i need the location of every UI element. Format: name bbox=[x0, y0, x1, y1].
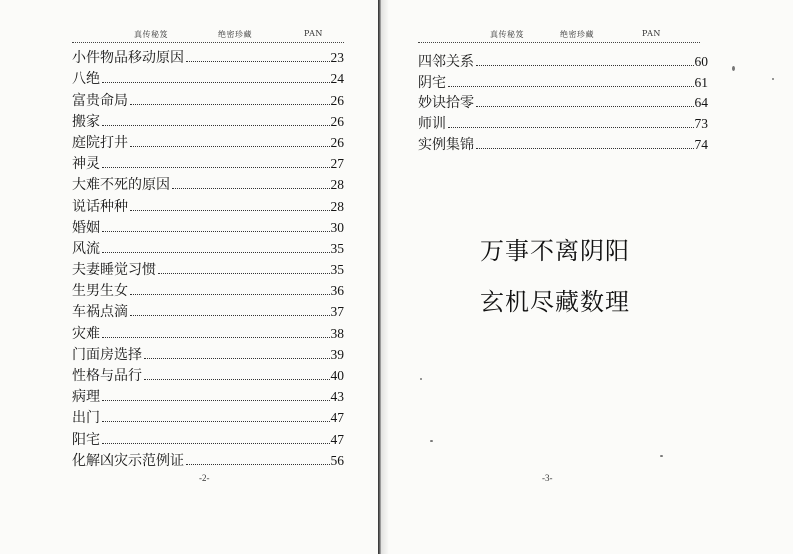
toc-leader-dots bbox=[102, 167, 330, 168]
toc-entry-page: 35 bbox=[330, 240, 344, 256]
toc-entry bbox=[72, 405, 344, 426]
left-page-number: -2- bbox=[199, 473, 210, 483]
toc-entry-title: 灾难 bbox=[72, 325, 100, 342]
header-left-text: 真传秘笈 bbox=[134, 30, 168, 39]
toc-entry-title: 阳宅 bbox=[72, 431, 100, 448]
toc-leader-dots bbox=[186, 464, 330, 465]
toc-entry-title: 出门 bbox=[72, 410, 100, 427]
toc-entry-page: 40 bbox=[330, 368, 344, 383]
right-page bbox=[384, 0, 793, 554]
toc-entry-page: 27 bbox=[330, 156, 344, 172]
toc-entry bbox=[418, 91, 708, 112]
toc-entry bbox=[72, 215, 344, 236]
toc-entry-title: 实例集锦 bbox=[418, 136, 474, 153]
toc-entry bbox=[72, 45, 344, 66]
toc-entry-title: 四邻关系 bbox=[418, 53, 474, 70]
toc-entry bbox=[72, 426, 344, 447]
toc-leader-dots bbox=[102, 400, 330, 401]
toc-entry-title: 门面房选择 bbox=[72, 346, 142, 363]
toc-leader-dots bbox=[158, 273, 330, 274]
toc-entry-page: 23 bbox=[330, 50, 344, 66]
toc-leader-dots bbox=[448, 86, 694, 87]
toc-entry bbox=[72, 448, 344, 469]
toc-leader-dots bbox=[102, 252, 330, 253]
toc-entry-title: 小件物品移动原因 bbox=[72, 50, 184, 67]
toc-leader-dots bbox=[476, 65, 694, 66]
toc-entry bbox=[72, 109, 344, 130]
left-page bbox=[0, 0, 380, 554]
toc-entry bbox=[72, 66, 344, 87]
header-right-text: PAN bbox=[304, 29, 323, 38]
toc-entry-title: 师训 bbox=[418, 116, 446, 133]
toc-entry-page: 35 bbox=[330, 262, 344, 278]
toc-entry-page: 61 bbox=[694, 74, 708, 90]
toc-entry bbox=[72, 299, 344, 320]
header-right-text: PAN bbox=[642, 29, 661, 38]
toc-entry-page: 64 bbox=[694, 95, 708, 111]
toc-entry-title: 大难不死的原因 bbox=[72, 177, 170, 194]
toc-entry-title: 病理 bbox=[72, 389, 100, 406]
toc-entry bbox=[72, 257, 344, 278]
toc-entry bbox=[72, 193, 344, 214]
scan-speck bbox=[660, 455, 663, 457]
right-page-number: -3- bbox=[542, 473, 553, 483]
toc-entry bbox=[418, 49, 708, 70]
toc-entry-title: 庭院打井 bbox=[72, 134, 128, 151]
toc-entry-title: 说话种种 bbox=[72, 198, 128, 215]
toc-leader-dots bbox=[144, 358, 330, 359]
toc-entry-title: 富贵命局 bbox=[72, 92, 128, 109]
toc-entry-page: 26 bbox=[330, 134, 344, 150]
right-page-header bbox=[418, 29, 700, 43]
toc-entry bbox=[72, 130, 344, 151]
toc-leader-dots bbox=[186, 61, 330, 62]
toc-entry-title: 化解凶灾示范例证 bbox=[72, 452, 184, 469]
toc-entry bbox=[72, 320, 344, 341]
left-page-header bbox=[72, 29, 344, 43]
toc-entry bbox=[72, 87, 344, 108]
toc-entry-page: 26 bbox=[330, 113, 344, 129]
toc-entry-title: 夫妻睡觉习惯 bbox=[72, 262, 156, 279]
toc-entry-title: 风流 bbox=[72, 240, 100, 257]
toc-leader-dots bbox=[476, 106, 694, 107]
toc-entry-page: 28 bbox=[330, 177, 344, 193]
toc-entry-page: 37 bbox=[330, 304, 344, 320]
toc-leader-dots bbox=[130, 104, 330, 105]
toc-entry bbox=[72, 278, 344, 299]
scan-speck bbox=[732, 66, 735, 71]
toc-entry bbox=[418, 132, 708, 153]
toc-entry bbox=[72, 236, 344, 257]
toc-leader-dots bbox=[102, 125, 330, 126]
left-toc-list bbox=[72, 45, 344, 469]
scan-speck bbox=[772, 78, 774, 80]
toc-entry bbox=[72, 172, 344, 193]
toc-entry-page: 47 bbox=[330, 431, 344, 447]
toc-entry bbox=[72, 384, 344, 405]
toc-entry-title: 八绝 bbox=[72, 71, 100, 88]
toc-entry-page: 39 bbox=[330, 346, 344, 362]
toc-entry bbox=[72, 151, 344, 172]
toc-entry-page: 56 bbox=[330, 452, 344, 468]
toc-entry-page: 73 bbox=[694, 116, 708, 132]
toc-entry-title: 搬家 bbox=[72, 113, 100, 130]
toc-leader-dots bbox=[130, 315, 330, 316]
toc-entry bbox=[72, 363, 344, 384]
toc-entry-title: 妙诀拾零 bbox=[418, 95, 474, 112]
toc-entry-page: 24 bbox=[330, 71, 344, 87]
toc-entry-page: 38 bbox=[330, 325, 344, 341]
toc-entry-title: 生男生女 bbox=[72, 283, 128, 300]
toc-entry-page: 28 bbox=[330, 198, 344, 214]
toc-leader-dots bbox=[102, 82, 330, 83]
toc-entry-title: 车祸点滴 bbox=[72, 304, 128, 321]
toc-leader-dots bbox=[130, 210, 330, 211]
motto-line-2: 玄机尽藏数理 bbox=[480, 288, 630, 316]
toc-leader-dots bbox=[476, 148, 694, 149]
header-middle-text: 绝密珍藏 bbox=[560, 30, 594, 39]
scan-speck bbox=[420, 378, 422, 380]
toc-entry bbox=[418, 70, 708, 91]
toc-entry bbox=[72, 342, 344, 363]
toc-leader-dots bbox=[130, 146, 330, 147]
toc-leader-dots bbox=[102, 421, 330, 422]
scan-speck bbox=[430, 440, 433, 442]
toc-entry-title: 神灵 bbox=[72, 156, 100, 173]
header-left-text: 真传秘笈 bbox=[490, 30, 524, 39]
toc-entry bbox=[418, 111, 708, 132]
toc-leader-dots bbox=[130, 294, 330, 295]
toc-leader-dots bbox=[102, 443, 330, 444]
motto-line-1: 万事不离阴阳 bbox=[480, 237, 630, 265]
toc-entry-page: 36 bbox=[330, 283, 344, 299]
header-middle-text: 绝密珍藏 bbox=[218, 30, 252, 39]
toc-entry-page: 43 bbox=[330, 389, 344, 405]
toc-entry-page: 47 bbox=[330, 410, 344, 426]
toc-leader-dots bbox=[448, 127, 694, 128]
toc-leader-dots bbox=[172, 188, 330, 189]
toc-entry-page: 74 bbox=[694, 136, 708, 152]
toc-entry-title: 性格与品行 bbox=[72, 368, 142, 384]
toc-leader-dots bbox=[102, 337, 330, 338]
toc-entry-title: 婚姻 bbox=[72, 219, 100, 236]
toc-entry-title: 阴宅 bbox=[418, 74, 446, 91]
toc-entry-page: 26 bbox=[330, 92, 344, 108]
right-toc-list bbox=[418, 49, 708, 153]
toc-leader-dots bbox=[102, 231, 330, 232]
toc-leader-dots bbox=[144, 379, 330, 380]
toc-entry-page: 60 bbox=[694, 53, 708, 69]
toc-entry-page: 30 bbox=[330, 219, 344, 235]
